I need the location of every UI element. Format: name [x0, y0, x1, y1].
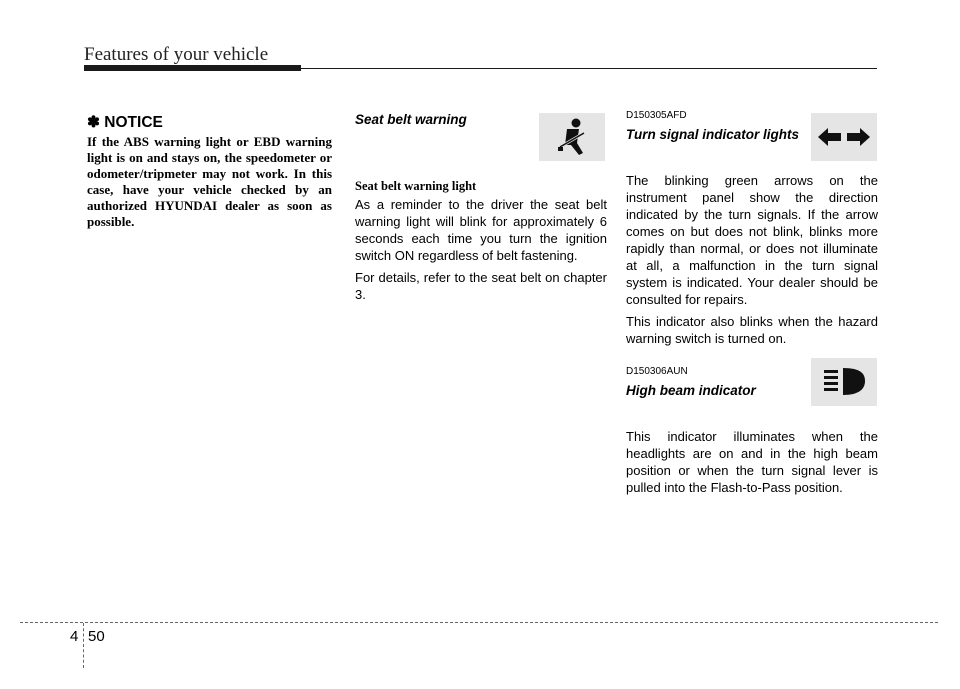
turn-arrows-icon	[811, 113, 877, 161]
turn-signal-section	[626, 110, 878, 501]
chapter-number: 4	[70, 628, 79, 645]
seatbelt-para-2: For details, refer to the seat belt on chapter 3.	[355, 270, 607, 302]
high-beam-para-1: This indicator illuminates when the headlights are on and in the high beam position or when the turn signal lever is pulled into the Flash-to-Pass position.	[626, 429, 878, 495]
page-number: 50	[88, 628, 105, 645]
seatbelt-icon	[539, 113, 605, 161]
high-beam-icon	[811, 358, 877, 406]
notice-title: ✽ NOTICE	[87, 114, 163, 131]
notice-body: If the ABS warning light or EBD warning light is on and stays on, the speedometer or odometer/tripmeter may not work. In this case, have your vehicle checked by an authorized HYUNDAI dealer as soon as possible.	[87, 134, 332, 229]
seatbelt-subheading: Seat belt warning light	[355, 179, 477, 193]
high-beam-code: D150306AUN	[626, 366, 688, 377]
turn-signal-code: D150305AFD	[626, 110, 687, 121]
turn-signal-para-2: This indicator also blinks when the hazard warning switch is turned on.	[626, 314, 878, 346]
page-header-title: Features of your vehicle	[84, 44, 269, 65]
footer-rule	[20, 622, 938, 623]
footer-divider	[83, 623, 84, 668]
seatbelt-para-1: As a reminder to the driver the seat belt warning light will blink for approximately 6 seconds each time you turn the ignition switch ON regardless of belt fastening.	[355, 197, 607, 263]
turn-signal-heading: Turn signal indicator lights	[626, 127, 800, 142]
header-rule	[301, 68, 877, 69]
seatbelt-heading: Seat belt warning	[355, 112, 467, 127]
notice-section	[87, 110, 332, 230]
turn-signal-para-1: The blinking green arrows on the instrument panel show the direction indicated by the turn signals. If the arrow comes on but does not blink, blinks more rapidly than normal, or does not illuminate at all, a malfunction in the turn signal system is indicated. Your dealer should be consulted for repairs.	[626, 173, 878, 307]
header-bar	[84, 65, 301, 71]
high-beam-heading: High beam indicator	[626, 383, 756, 398]
